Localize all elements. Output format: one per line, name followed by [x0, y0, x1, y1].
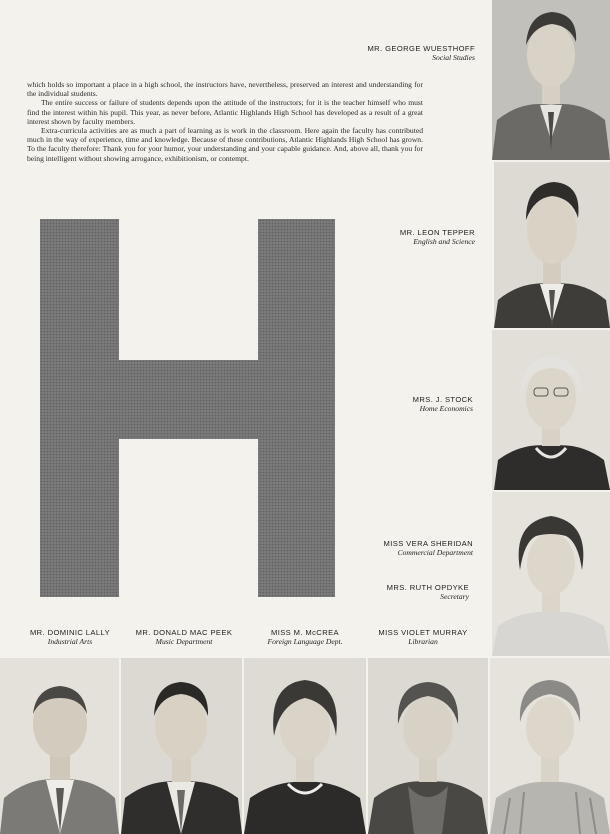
photo-stock	[492, 330, 610, 490]
photo-tepper	[494, 162, 610, 328]
faculty-intro-text	[27, 80, 423, 163]
photo-wuesthoff	[492, 0, 610, 160]
photo-sheridan	[492, 492, 610, 656]
photo-mccrea	[244, 658, 366, 834]
label-murray: MISS VIOLET MURRAY Librarian	[378, 628, 468, 647]
label-tepper: MR. LEON TEPPER English and Science	[399, 228, 475, 247]
label-stock: MRS. J. STOCK Home Economics	[412, 395, 473, 414]
photo-murray	[368, 658, 488, 834]
label-sheridan: MISS VERA SHERIDAN Commercial Department	[383, 539, 473, 558]
label-wuesthoff: MR. GEORGE WUESTHOFF Social Studies	[367, 44, 475, 63]
photo-opdyke	[490, 658, 610, 834]
photo-macpeek	[121, 658, 242, 834]
paragraph-2: The entire success or failure of students depends upon the attitude of the instructors; for it is the teacher himself who must find the interest within his pupil. This year, as never before, Atlantic Highlands High School has developed as a result of a great interest shown by faculty members.	[27, 98, 423, 126]
label-opdyke: MRS. RUTH OPDYKE Secretary	[386, 583, 469, 602]
paragraph-3: Extra-curricula activities are as much a part of learning as is work in the classroom. Here again the faculty has contributed much in the way of experience, time and knowledge. Because of these contributions, Atlantic Highlands High School has grown. To the faculty therefore: Thank you for your humor, your understanding and your capable guidance. And, above all, thank you for being intelligent without showing arrogance, exhibitionism, or contempt.	[27, 126, 423, 163]
label-lally: MR. DOMINIC LALLY Industrial Arts	[29, 628, 111, 647]
label-macpeek: MR. DONALD MAC PEEK Music Department	[135, 628, 233, 647]
photo-lally	[0, 658, 119, 834]
label-mccrea: MISS M. McCREA Foreign Language Dept.	[267, 628, 343, 647]
paragraph-1: which holds so important a place in a high school, the instructors have, nevertheless, preserved an interest and understanding for the individual students.	[27, 80, 423, 99]
large-letter-h	[40, 219, 335, 597]
